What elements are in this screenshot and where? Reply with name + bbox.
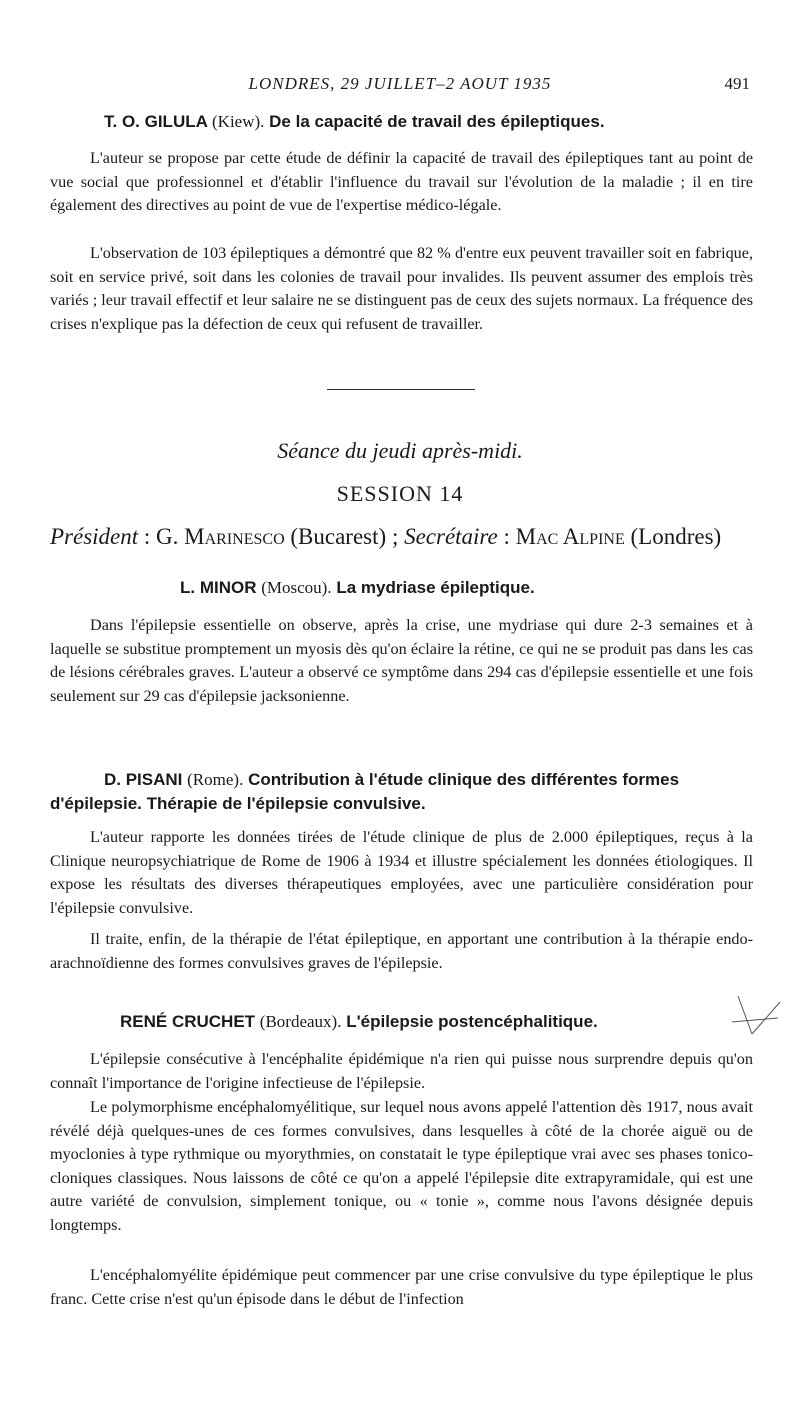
pencil-mark-icon (730, 988, 785, 1043)
author-place: (Rome). (187, 770, 244, 789)
article-heading: De la capacité de travail des épileptiques. (269, 112, 605, 131)
article-title-gilula (104, 112, 764, 132)
article-heading: L'épilepsie postencéphalitique. (346, 1012, 598, 1031)
author-name: T. O. GILULA (104, 112, 208, 131)
page-number: 491 (724, 74, 750, 93)
president-label: Président (50, 524, 139, 549)
paragraph: L'encéphalomyélite épidémique peut commencer par une crise convulsive du type épileptique le plus franc. Cette crise n'est qu'un épisode dans le début de l'infection (50, 1266, 753, 1308)
article-title-pisani (50, 768, 755, 816)
paragraph: L'auteur se propose par cette étude de définir la capacité de travail des épileptiques tant au point de vue social que professionnel et d'établir l'influence du travail sur l'évolution de la maladie ; il en tire également des directives au point de vue de l'expertise médico-légale. (50, 149, 753, 215)
secretary-place: (Londres) (630, 524, 722, 549)
paragraph: L'auteur rapporte les données tirées de l'étude clinique de plus de 2.000 épileptiques, reçus à la Clinique neuropsychiatrique de Rome de 1906 à 1934 et illustre spécialement les données étiologiques. Il expose les résultats des diverses thérapeutiques employées, avec une particulière considération pour l'épilepsie convulsive. (50, 828, 753, 917)
author-name: RENÉ CRUCHET (120, 1012, 256, 1031)
paragraph: L'épilepsie consécutive à l'encéphalite épidémique n'a rien qui puisse nous surprendre depuis qu'on connaît l'importance de l'origine infectieuse de l'épilepsie. (50, 1050, 753, 1092)
article-title-minor (180, 578, 800, 598)
president-name: Marinesco (184, 524, 285, 549)
officers-line: Président : G. Marinesco (Bucarest) ; Secrétaire : Mac Alpine (Londres) (50, 524, 722, 549)
president-initial: G. (156, 524, 185, 549)
secretary-name: Mac Alpine (515, 524, 625, 549)
author-place: (Bordeaux). (259, 1012, 342, 1031)
paragraph: Il traite, enfin, de la thérapie de l'état épileptique, en apportant une contribution à la thérapie endo-arachnoïdienne des formes convulsives graves de l'épilepsie. (50, 930, 753, 972)
president-place: (Bucarest) (290, 524, 387, 549)
session-heading: SESSION 14 (336, 481, 464, 506)
running-header (0, 74, 800, 98)
seance-heading: Séance du jeudi après-midi. (277, 438, 523, 463)
article-heading: La mydriase épileptique. (336, 578, 535, 597)
paragraph: Le polymorphisme encéphalomyélitique, sur lequel nous avons appelé l'attention dès 1917, nous avait révélé déjà quelques-unes de ces formes convulsives, dans lesquelles à côté de la chorée aiguë ou de myoclonies à type rythmique ou myorythmies, on constatait le type épileptique vrai avec ses phases tonico-cloniques classiques. Nous laissons de côté ce qu'on a appelé l'épilepsie dite extrapyramidale, qui est une autre variété de convulsion, simplement tonique, ou « tonie », comme nous l'avons désignée depuis longtemps. (50, 1098, 753, 1234)
paragraph: L'observation de 103 épileptiques a démontré que 82 % d'entre eux peuvent travailler soit en fabrique, soit en service privé, soit dans les colonies de travail pour invalides. Ils peuvent assumer des emplois très variés ; leur travail effectif et leur salaire ne se distinguent pas de ceux des sujets normaux. La fréquence des crises n'explique pas la défection de ceux qui refusent de travailler. (50, 244, 753, 333)
secretary-label: Secrétaire (404, 524, 498, 549)
section-divider (327, 389, 475, 390)
article-heading: Contribution à l'étude clinique des différentes formes d'épilepsie. Thérapie de l'épilepsie convulsive. (50, 770, 680, 813)
author-name: L. MINOR (180, 578, 257, 597)
author-place: (Moscou). (261, 578, 332, 597)
article-title-cruchet (120, 1012, 780, 1032)
paragraph: Dans l'épilepsie essentielle on observe, après la crise, une mydriase qui dure 2-3 semaines et à laquelle se substitue promptement un myosis dès qu'on éclaire la rétine, ce qui ne se produit pas dans les cas de lésions cérébrales graves. L'auteur a observé ce symptôme dans 294 cas d'épilepsie essentielle et une fois seulement sur 29 cas d'épilepsie jacksonienne. (50, 616, 753, 705)
author-name: D. PISANI (104, 770, 183, 789)
running-title: LONDRES, 29 JUILLET–2 AOUT 1935 (248, 74, 552, 93)
author-place: (Kiew). (212, 112, 265, 131)
